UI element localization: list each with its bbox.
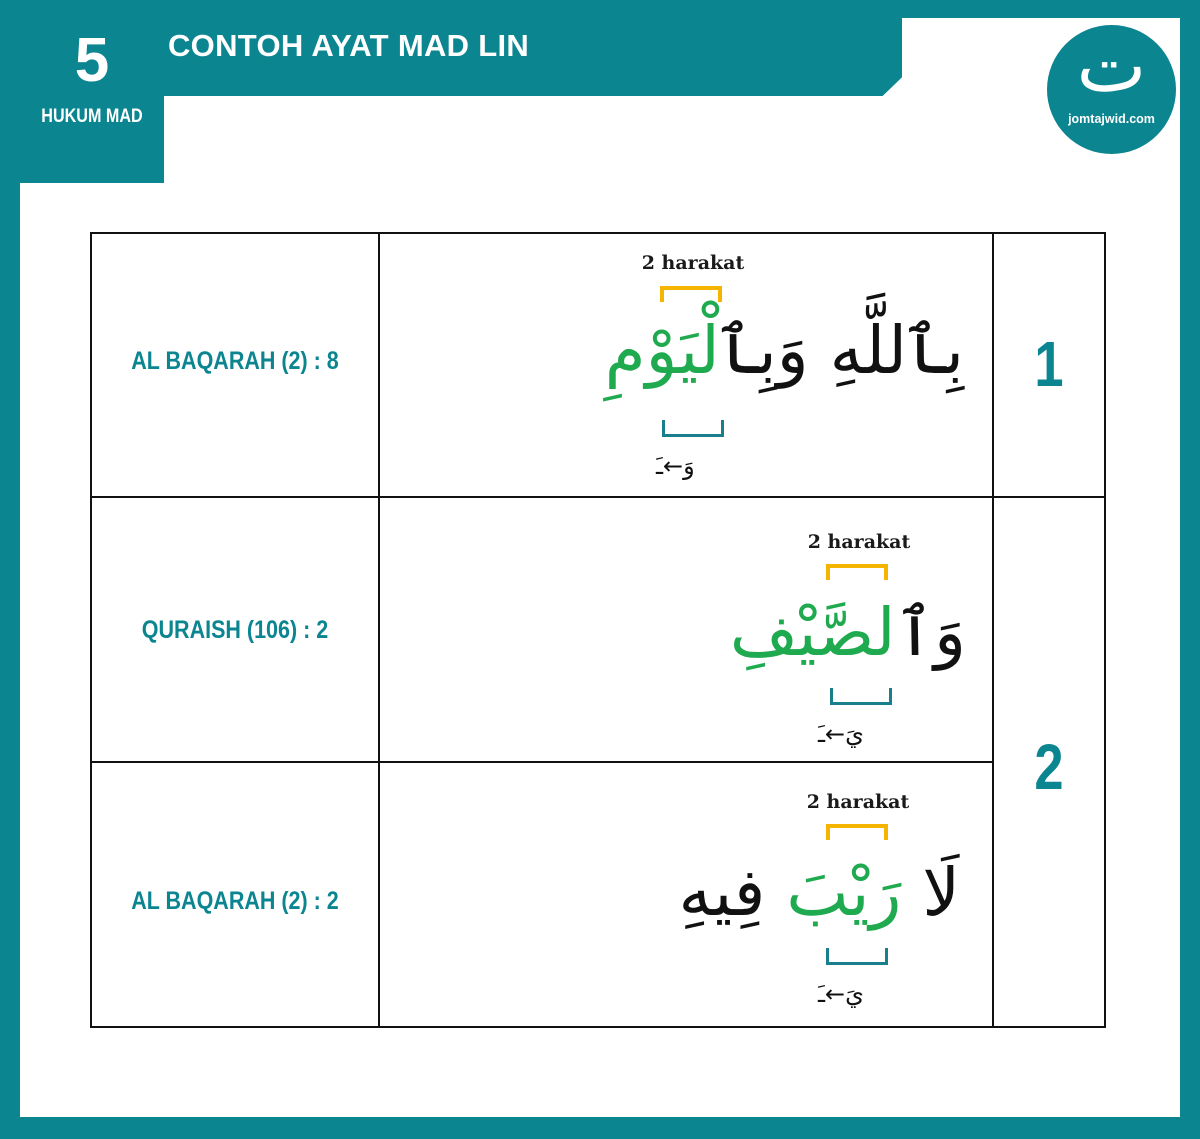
row-3-teal-bracket <box>826 948 888 965</box>
row-3-yellow-bracket <box>826 824 888 840</box>
group-1-number: 1 <box>1034 328 1064 400</box>
row-divider-1 <box>90 496 1106 498</box>
column-divider-1 <box>378 232 380 1028</box>
table-border-bottom <box>90 1026 1106 1028</box>
table-border-top <box>90 232 1106 234</box>
row-2-yellow-bracket <box>826 564 888 580</box>
row-3-arabic-before: لَا <box>901 854 960 931</box>
row-2-arabic-plain: وَٱ <box>895 594 966 671</box>
row-3-arabic-after: فِيهِ <box>678 854 787 931</box>
row-3-letter-change: يَ←ـَ <box>818 980 864 1008</box>
badge-label: HUKUM MAD <box>41 106 143 127</box>
logo-site-text: jomtajwid.com <box>1068 112 1155 126</box>
row-2-letter-change: يَ←ـَ <box>818 720 864 748</box>
table-border-left <box>90 232 92 1028</box>
column-divider-2 <box>992 232 994 1028</box>
row-3-arabic-verse <box>678 854 960 931</box>
row-2-arabic-highlight: لصَّيْفِ <box>729 594 896 671</box>
row-3-reference: AL BAQARAH (2) : 2 <box>131 887 339 915</box>
row-1-letter-change: وَ←ـَ <box>656 452 695 480</box>
table-border-right <box>1104 232 1106 1028</box>
row-2-arabic-verse <box>729 594 966 671</box>
row-1-yellow-bracket <box>660 286 722 302</box>
row-1-reference: AL BAQARAH (2) : 8 <box>131 347 339 375</box>
jomtajwid-logo <box>1047 25 1176 154</box>
row-3-harakat-label: 2 harakat <box>806 791 910 813</box>
row-divider-2 <box>90 761 994 763</box>
row-1-arabic-highlight: لْيَوْمِ <box>604 312 720 389</box>
row-2-reference: QURAISH (106) : 2 <box>141 616 329 644</box>
row-1-arabic-verse <box>604 312 964 389</box>
section-badge <box>20 18 164 183</box>
row-2-teal-bracket <box>830 688 892 705</box>
badge-number: 5 <box>74 26 110 95</box>
row-1-arabic-plain: بِٱللَّهِ وَبِٱ <box>719 312 964 389</box>
row-1-harakat-label: 2 harakat <box>641 252 745 274</box>
row-2-harakat-label: 2 harakat <box>807 531 911 553</box>
page-title: CONTOH AYAT MAD LIN <box>168 28 530 63</box>
row-1-teal-bracket <box>662 420 724 437</box>
group-2-number: 2 <box>1034 731 1064 803</box>
content-panel <box>20 18 1180 1117</box>
logo-letter: ت <box>1076 23 1147 109</box>
row-3-arabic-highlight: رَيْبَ <box>786 854 902 931</box>
